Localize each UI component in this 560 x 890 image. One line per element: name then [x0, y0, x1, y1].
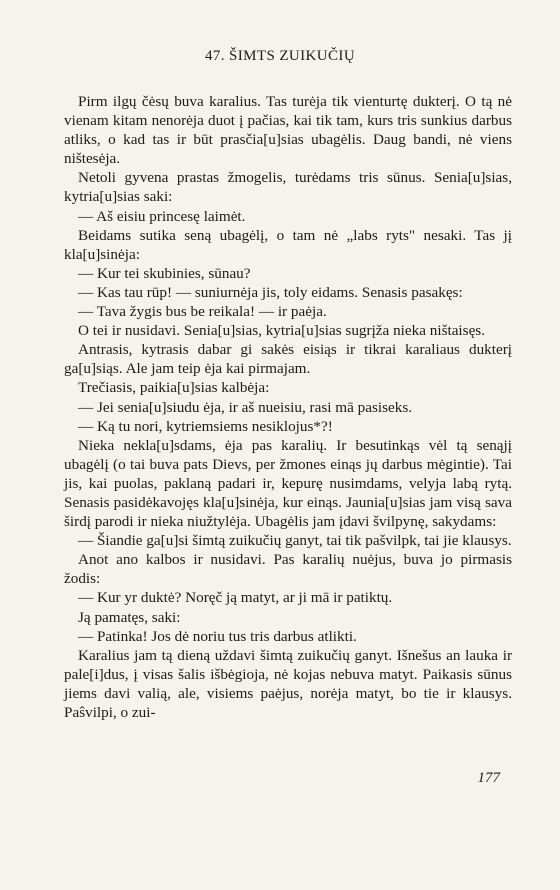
paragraph: Trečiasis, paikia[u]sias kalbėja:	[78, 379, 270, 397]
paragraph: Antrasis, kytrasis dabar gi sakės eisiąs ir tikrai karaliaus dukterį ga[u]siąs. Ale jam teip ėja kai pirmajam.	[64, 341, 512, 378]
paragraph: Anot ano kalbos ir nusidavi. Pas karalių nuėjus, buva jo pirmasis žodis:	[64, 551, 512, 588]
paragraph: — Tava žygis bus be reikala! — ir paėja.	[78, 303, 327, 321]
paragraph: O tei ir nusidavi. Senia[u]sias, kytria[u]sias sugrįža nieka ništaisęs.	[78, 322, 486, 340]
paragraph: — Ką tu nori, kytriemsiems nesiklojus*?!	[78, 417, 333, 435]
paragraph: — Kur tei skubinies, sūnau?	[78, 264, 251, 282]
paragraph: Netoli gyvena prastas žmogelis, turėdams tris sūnus. Senia[u]sias, kytria[u]sias saki:	[64, 169, 512, 206]
paragraph: — Patinka! Jos dė noriu tus tris darbus atlikti.	[78, 627, 357, 645]
chapter-body	[64, 92, 512, 722]
chapter-title: 47. ŠIMTS ZUIKUČIŲ	[204, 48, 356, 64]
page-number: 177	[477, 770, 500, 786]
paragraph: — Jei senia[u]siudu ėja, ir aš nueisiu, rasi mā pasiseks.	[78, 398, 413, 416]
paragraph: Karalius jam tą dieną uždavi šimtą zuikučių ganyt. Išnešus an lauka ir pale[i]dus, į visas šalis išbėgioja, nė kojas nebuva matyt. Paikasis sūnus jiems davi valią, ale, visiems paėjus, norėja matyt, bo tie ir klausys. Paŝvilpi, o zui-	[64, 646, 512, 721]
paragraph: Beidams sutika seną ubagėlį, o tam nė „labs ryts" nesaki. Tas jį kla[u]sinėja:	[64, 226, 512, 263]
paragraph: — Kas tau rūp! — suniurnėja jis, toly eidams. Senasis pasakęs:	[78, 283, 463, 301]
paragraph: — Aš eisiu princesę laimėt.	[78, 207, 246, 225]
paragraph: Nieka nekla[u]sdams, ėja pas karalių. Ir besutinkąs vėl tą senąjį ubagėlį (o tai buva pats Dievs, per žmones einąs jų darbus mėgintie). Tai jis, kai puolas, paklaną padari ir, kepurę nusimdams, velyja labą rytą. Senasis pasidėkavojęs kla[u]sinėja, kur einąs. Jaunia[u]sias jam visą sava širdį parodi ir nieka niužtylėja. Ubagėlis jam įdavi švilpynę, sakydams:	[64, 436, 512, 531]
paragraph: Pirm ilgų čėsų buva karalius. Tas turėja tik vienturtę dukterį. O tą nė vienam kitam nenorėja duot į pačias, kai tik tam, kurs tris sunkius darbus atliks, o kad tas ir būt prasčia[u]sias ubagėlis. Daug bandi, nė viens ništesėja.	[64, 93, 512, 168]
paragraph: — Kur yr duktė? Noręč ją matyt, ar ji mā ir patiktų.	[78, 589, 393, 607]
paragraph: — Šiandie ga[u]si šimtą zuikučių ganyt, tai tik pašvilpk, tai jie klausys.	[78, 532, 512, 550]
paragraph: Ją pamatęs, saki:	[78, 608, 181, 626]
